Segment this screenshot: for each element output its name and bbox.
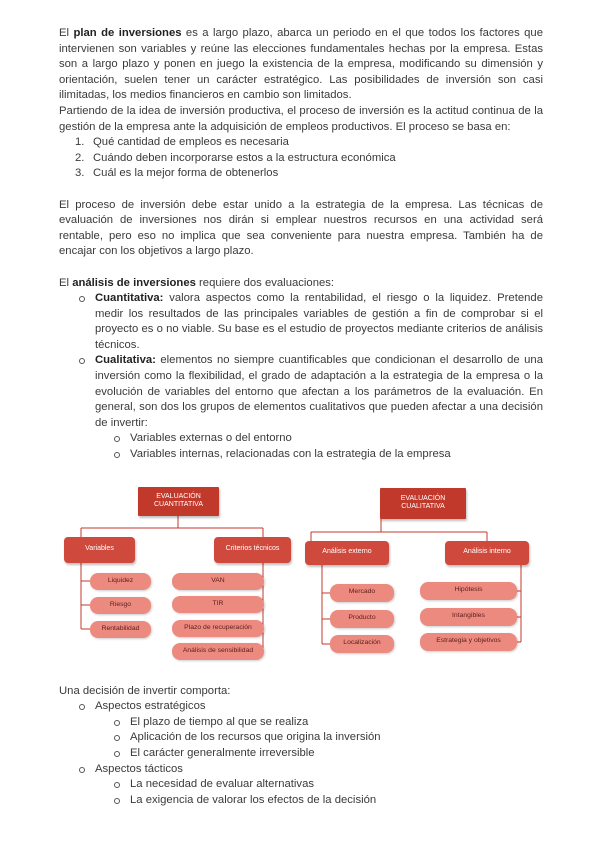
node-evaluacion-cualitativa: EVALUACIÓN CUALITATIVA <box>380 488 466 519</box>
connector-left-variables <box>81 563 90 629</box>
list-item-cuantitativa: Cuantitativa: valora aspectos como la rentabilidad, el riesgo o la liquidez. Pretende medir los resultados de las principales variables de gestión a fin de comprobar si el proyecto es o no viable. Su base es el estudio de proyectos mediante criterios de análisis técnicos. <box>59 291 543 353</box>
list-item-estrategicos: Aspectos estratégicos <box>59 699 543 715</box>
term-analisis-inversiones: análisis de inversiones <box>72 276 196 289</box>
leaf-analisis-sensibilidad: Análisis de sensibilidad <box>172 643 264 660</box>
paragraph-analisis-lead: El análisis de inversiones requiere dos evaluaciones: <box>59 276 335 289</box>
node-criterios-tecnicos: Criterios técnicos <box>214 537 291 563</box>
bullet-circle-icon <box>114 720 120 726</box>
list-item: La exigencia de valorar los efectos de la decisión <box>59 793 543 809</box>
paragraph-decision-lead: Una decisión de invertir comporta: <box>59 684 231 697</box>
list-item: El plazo de tiempo al que se realiza <box>59 715 543 731</box>
node-analisis-interno: Análisis interno <box>445 541 529 565</box>
leaf-localizacion: Localización <box>330 635 394 653</box>
paragraph-plan-inversiones: El plan de inversiones es a largo plazo, abarca un periodo en el que todos los factores que intervienen son variables y reúne las elecciones fundamentales hechas por la empresa. Estas son a largo plazo y ponen en juego la existencia de la empresa, modificando su dimensión y orientación, suelen tener un carácter estratégico. Las posibilidades de inversión son casi ilimitadas, los medios financieros en cambio son limitados. <box>59 27 543 102</box>
list-item-cualitativa: Cualitativa: elementos no siempre cuantificables que condicionan el desarrollo de una inversión como la flexibilidad, el grado de adaptación a la estrategia de la empresa o la evolución de variables del entorno que afectan a los parámetros de la evaluación. En general, son dos los grupos de elementos cualitativos que pueden afectar a una decisión de invertir: <box>59 353 543 431</box>
connector-right-externo <box>322 565 330 644</box>
bullet-circle-icon <box>114 751 120 757</box>
term-plan-inversiones: plan de inversiones <box>73 27 182 39</box>
leaf-van: VAN <box>172 573 264 590</box>
node-evaluacion-cuantitativa: EVALUACIÓN CUANTITATIVA <box>138 487 219 516</box>
list-item: Variables externas o del entorno <box>59 431 543 447</box>
bullet-circle-icon <box>114 735 120 741</box>
process-steps-list <box>75 135 543 182</box>
bullet-circle-icon <box>79 767 85 773</box>
list-item: La necesidad de evaluar alternativas <box>59 777 543 793</box>
leaf-tir: TIR <box>172 596 264 613</box>
leaf-riesgo: Riesgo <box>90 597 151 614</box>
bullet-circle-icon <box>79 296 85 302</box>
bullet-circle-icon <box>114 452 120 458</box>
leaf-estrategia-objetivos: Estrategia y objetivos <box>420 633 517 651</box>
document-page <box>59 26 543 808</box>
bullet-circle-icon <box>114 798 120 804</box>
node-analisis-externo: Análisis externo <box>305 541 389 565</box>
leaf-plazo-recuperacion: Plazo de recuperación <box>172 620 264 637</box>
list-item: 2. Cuándo deben incorporarse estos a la estructura económica <box>75 151 396 164</box>
bullet-circle-icon <box>114 436 120 442</box>
connector-left-root <box>81 516 263 537</box>
leaf-producto: Producto <box>330 610 394 628</box>
leaf-intangibles: Intangibles <box>420 608 517 626</box>
connector-right-root <box>311 519 487 541</box>
bullet-circle-icon <box>79 704 85 710</box>
list-item: 1. Qué cantidad de empleos es necesaria <box>75 136 289 149</box>
list-item: Aplicación de los recursos que origina la inversión <box>59 730 543 746</box>
leaf-rentabilidad: Rentabilidad <box>90 621 151 638</box>
node-variables: Variables <box>64 537 135 563</box>
paragraph-proceso: Partiendo de la idea de inversión productiva, el proceso de inversión es la actitud continua de la gestión de la empresa ante la adquisición de empleos productivos. El proceso se basa en: <box>59 104 543 133</box>
list-item-tacticos: Aspectos tácticos <box>59 762 543 778</box>
list-item: Variables internas, relacionadas con la estrategia de la empresa <box>59 447 543 463</box>
list-item: 3. Cuál es la mejor forma de obtenerlos <box>75 167 279 180</box>
paragraph-estrategia: El proceso de inversión debe estar unido a la estrategia de la empresa. Las técnicas de evaluación de inversiones nos dirán si emplear nuestros recursos en una actividad será rentable, pero eso no implica que sea conveniente para nuestra empresa. También ha de encajar con los objetivos a largo plazo. <box>59 198 543 258</box>
evaluations-list <box>59 291 543 463</box>
leaf-liquidez: Liquidez <box>90 573 151 590</box>
list-item: El carácter generalmente irreversible <box>59 746 543 762</box>
leaf-hipotesis: Hipótesis <box>420 582 517 600</box>
evaluation-diagram <box>59 465 543 680</box>
bullet-circle-icon <box>114 782 120 788</box>
bullet-circle-icon <box>79 358 85 364</box>
connector-right-interno <box>514 565 521 642</box>
decision-aspects-list <box>59 699 543 808</box>
leaf-mercado: Mercado <box>330 584 394 602</box>
